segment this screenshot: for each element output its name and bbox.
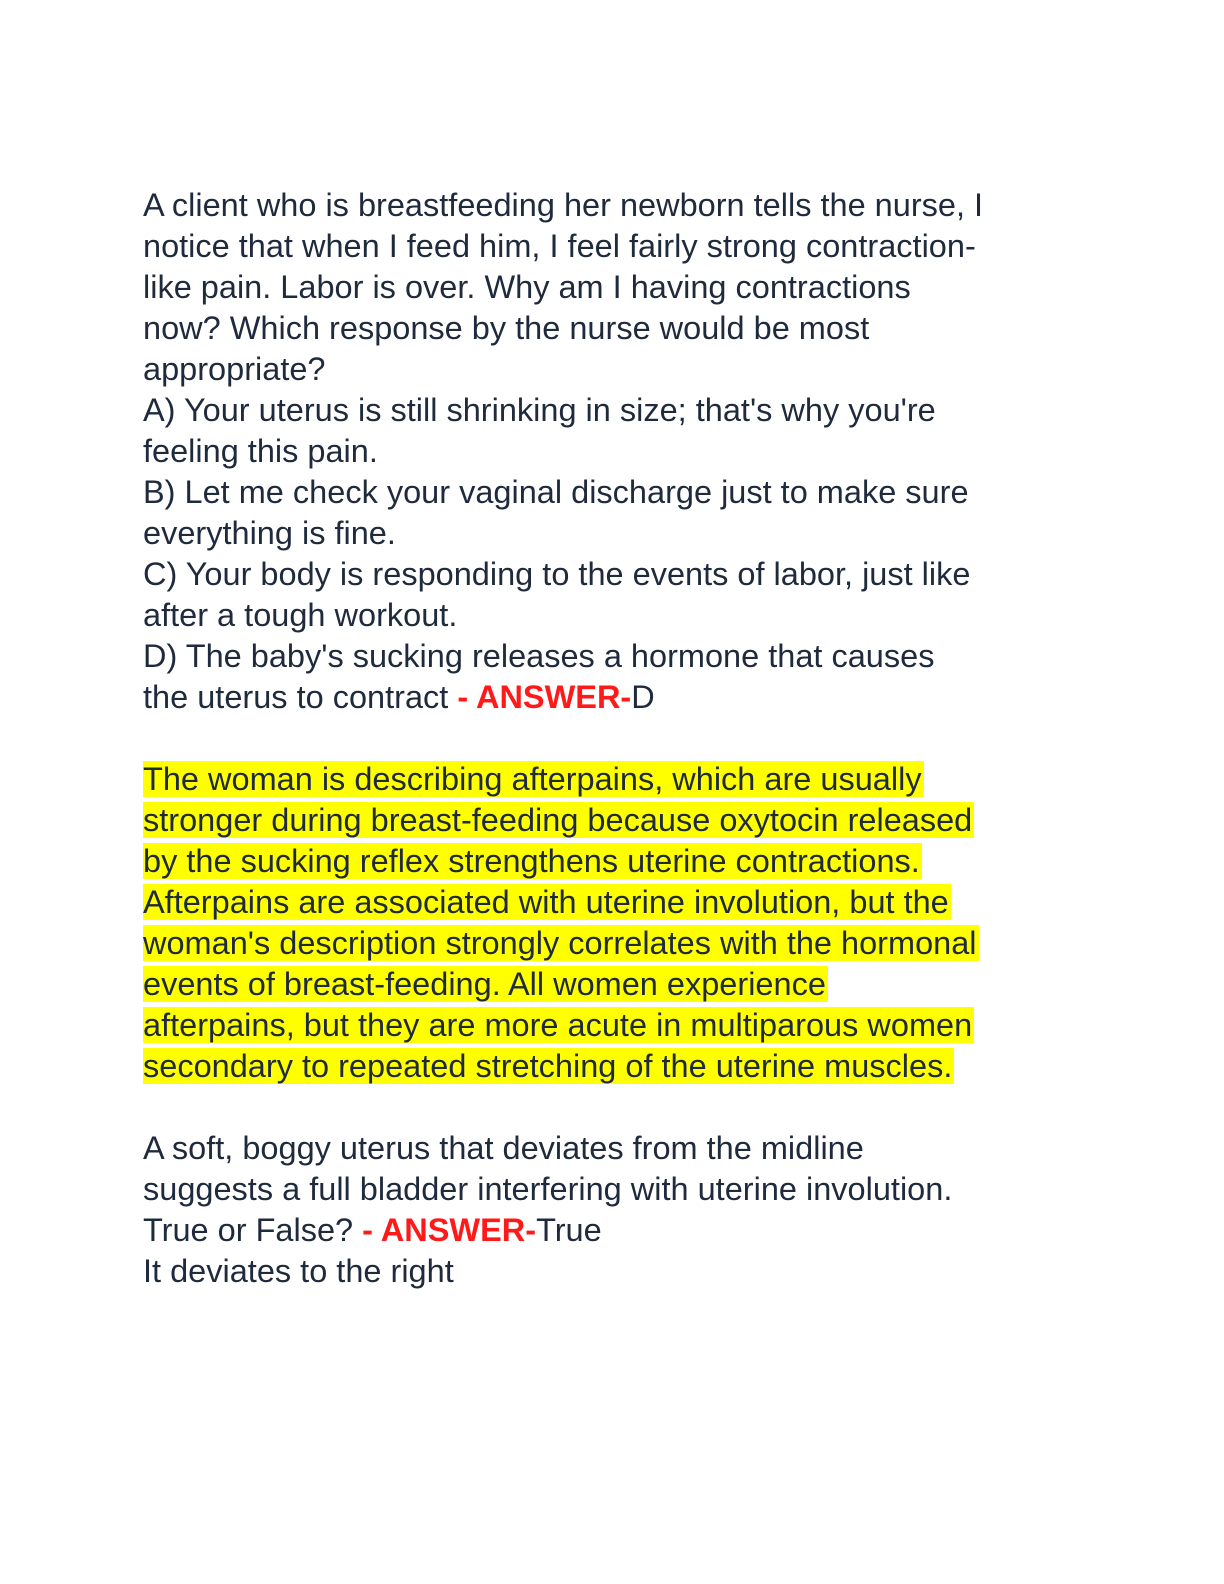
option-b-line: everything is fine. — [143, 515, 396, 551]
option-c-line: C) Your body is responding to the events of labor, just like — [143, 556, 971, 592]
highlighted-rationale-line: secondary to repeated stretching of the uterine muscles. — [143, 1048, 953, 1084]
highlighted-rationale-line: afterpains, but they are more acute in multiparous women — [143, 1007, 973, 1043]
option-b-line: B) Let me check your vaginal discharge just to make sure — [143, 474, 969, 510]
highlighted-rationale-line: woman's description strongly correlates with the hormonal — [143, 925, 977, 961]
document-page — [143, 185, 1083, 1292]
answer-note: It deviates to the right — [143, 1253, 454, 1289]
answer-value: True — [536, 1212, 602, 1248]
option-d-answer-line — [143, 677, 1083, 718]
stem-line: now? Which response by the nurse would be most — [143, 310, 870, 346]
answer-line — [143, 1210, 1083, 1251]
question-2 — [143, 1128, 1083, 1292]
highlighted-rationale-line: events of breast-feeding. All women experience — [143, 966, 826, 1002]
highlighted-rationale-line: Afterpains are associated with uterine involution, but the — [143, 884, 949, 920]
highlighted-rationale-line: The woman is describing afterpains, which are usually — [143, 761, 922, 797]
stem-line: A client who is breastfeeding her newborn tells the nurse, I — [143, 187, 984, 223]
stem-line: A soft, boggy uterus that deviates from the midline — [143, 1130, 864, 1166]
question-1-stem — [143, 185, 1083, 390]
highlighted-rationale-line: by the sucking reflex strengthens uterine contractions. — [143, 843, 920, 879]
highlighted-rationale-line: stronger during breast-feeding because oxytocin released — [143, 802, 973, 838]
answer-value: D — [631, 679, 655, 715]
answer-marker: - ANSWER- — [457, 679, 632, 715]
option-d-line: D) The baby's sucking releases a hormone that causes — [143, 638, 935, 674]
question-1-rationale — [143, 759, 1083, 1087]
option-a-line: A) Your uterus is still shrinking in size; that's why you're — [143, 392, 936, 428]
stem-line: like pain. Labor is over. Why am I having contractions — [143, 269, 911, 305]
question-text: True or False? — [143, 1212, 363, 1248]
question-1-options — [143, 390, 1083, 718]
answer-marker: - ANSWER- — [362, 1212, 537, 1248]
stem-line: appropriate? — [143, 351, 326, 387]
stem-line: suggests a full bladder interfering with uterine involution. — [143, 1171, 953, 1207]
stem-line: notice that when I feed him, I feel fairly strong contraction- — [143, 228, 976, 264]
option-a-line: feeling this pain. — [143, 433, 378, 469]
spacer — [143, 718, 1083, 759]
spacer — [143, 1087, 1083, 1128]
option-c-line: after a tough workout. — [143, 597, 458, 633]
question-1 — [143, 185, 1083, 718]
option-d-text: the uterus to contract — [143, 679, 458, 715]
